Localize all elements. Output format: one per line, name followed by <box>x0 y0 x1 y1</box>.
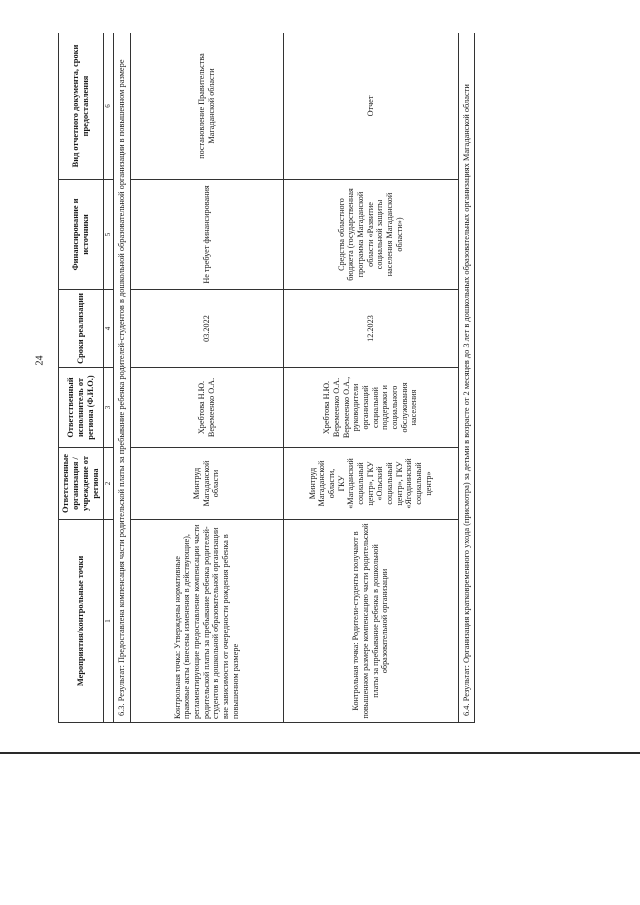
document-page <box>58 33 578 723</box>
deadline-cell: 03.2022 <box>130 290 283 368</box>
col-number: 6 <box>103 33 113 180</box>
report-cell: Отчет <box>283 33 458 180</box>
result-row-6-3 <box>113 33 130 723</box>
report-cell: постановление Правительства Магаданской области <box>130 33 283 180</box>
organization-cell: Минтруд Магаданской области, ГКУ «Магаданский социальный центр», ГКУ «Ольский социальный центр», ГКУ «Ягоднинский социальный центр» <box>283 448 458 520</box>
result-6-3-text: 6.3. Результат: Предоставлена компенсация части родительской платы за пребывание ребенка родителей-студентов в дошкольной образовательной организации в повышенном размере <box>113 33 130 723</box>
col-number: 4 <box>103 290 113 368</box>
col-number: 1 <box>103 520 113 723</box>
financing-cell: Не требует финансирования <box>130 180 283 290</box>
scan-edge-line <box>0 752 640 754</box>
col-number: 3 <box>103 368 113 448</box>
header-organization: Ответственные организация / учреждение от региона <box>59 448 104 520</box>
column-number-row <box>103 33 113 723</box>
table-row <box>130 33 283 723</box>
header-report: Вид отчетного документа, сроки предоставления <box>59 33 104 180</box>
page-number: 24 <box>34 355 46 366</box>
col-number: 5 <box>103 180 113 290</box>
header-row <box>59 33 104 723</box>
header-financing: Финансирование и источники <box>59 180 104 290</box>
result-6-4-text: 6.4. Результат: Организация кратковременного ухода (присмотра) за детьми в возрасте от 2 месяцев до 3 лет в дошкольных образовательных организациях Магаданской области <box>458 33 475 723</box>
organization-cell: Минтруд Магаданской области <box>130 448 283 520</box>
col-number: 2 <box>103 448 113 520</box>
result-row-6-4 <box>458 33 475 723</box>
header-events: Мероприятия/контрольные точки <box>59 520 104 723</box>
events-table <box>58 33 475 723</box>
executor-cell: Хребтова Н.Ю. Веремеенко О.А. <box>130 368 283 448</box>
rotated-table-container <box>58 33 578 723</box>
financing-cell: Средства областного бюджета (государственная программа Магаданской области «Развитие социальной защиты населения Магаданской области») <box>283 180 458 290</box>
header-executor: Ответственный исполнитель от региона (Ф.И.О.) <box>59 368 104 448</box>
table-row <box>283 33 458 723</box>
event-cell: Контрольная точка: Утверждены нормативные правовые акты (внесены изменения в действующие), регламентирующие предоставление компенсации части родительской платы за пребывание ребенка родителей-студентов в дошкольной образовательной организации вне зависимости от очередности рождения ребенка в повышенном размере <box>130 520 283 723</box>
executor-cell: Хребтова Н.Ю. Веремеенко О.А. Веремеенко О.А., руководители организаций социальной поддержки и социального обслуживания населения <box>283 368 458 448</box>
deadline-cell: 12.2023 <box>283 290 458 368</box>
event-cell: Контрольная точка: Родители-студенты получают в повышенном размере компенсацию части родительской платы за пребывание ребенка в дошкольной образовательной организации <box>283 520 458 723</box>
header-deadline: Сроки реализации <box>59 290 104 368</box>
